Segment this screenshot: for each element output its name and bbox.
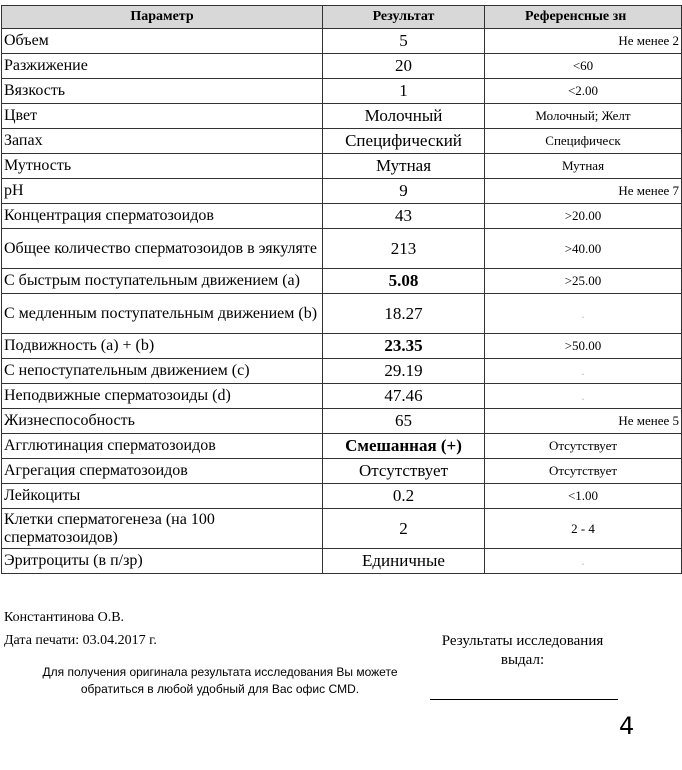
reference-cell: Мутная: [485, 154, 682, 179]
result-cell: 213: [323, 229, 485, 269]
result-cell: Молочный: [323, 104, 485, 129]
result-cell: 20: [323, 54, 485, 79]
reference-cell: Молочный; Желт: [485, 104, 682, 129]
table-row: [2, 359, 682, 384]
reference-cell: 2 - 4: [485, 509, 682, 549]
param-cell: С быстрым поступательным движением (a): [2, 269, 323, 294]
results-table: [1, 5, 682, 574]
param-cell: pH: [2, 179, 323, 204]
result-cell: 29.19: [323, 359, 485, 384]
table-row: [2, 104, 682, 129]
reference-cell: Не менее 7: [485, 179, 682, 204]
corner-mark: 4: [619, 712, 635, 740]
table-row: [2, 54, 682, 79]
result-cell: 23.35: [323, 334, 485, 359]
param-cell: Мутность: [2, 154, 323, 179]
result-cell: 5: [323, 29, 485, 54]
table-row: [2, 484, 682, 509]
table-row: [2, 384, 682, 409]
result-cell: 18.27: [323, 294, 485, 334]
param-cell: Агглютинация сперматозоидов: [2, 434, 323, 459]
table-row: [2, 29, 682, 54]
header-result: Результат: [323, 6, 485, 29]
table-row: [2, 549, 682, 574]
result-cell: 2: [323, 509, 485, 549]
param-cell: С непоступательным движением (c): [2, 359, 323, 384]
param-cell: Агрегация сперматозоидов: [2, 459, 323, 484]
param-cell: Общее количество сперматозоидов в эякуляте: [2, 229, 323, 269]
param-cell: Разжижение: [2, 54, 323, 79]
table-row: [2, 294, 682, 334]
param-cell: Жизнеспособность: [2, 409, 323, 434]
param-cell: Лейкоциты: [2, 484, 323, 509]
table-row: [2, 154, 682, 179]
result-cell: 5.08: [323, 269, 485, 294]
result-cell: 0.2: [323, 484, 485, 509]
reference-cell: .: [485, 359, 682, 384]
reference-cell: Отсутствует: [485, 459, 682, 484]
table-row: [2, 509, 682, 549]
table-row: [2, 269, 682, 294]
reference-cell: Специфическ: [485, 129, 682, 154]
param-cell: Неподвижные сперматозоиды (d): [2, 384, 323, 409]
result-cell: 47.46: [323, 384, 485, 409]
header-reference: Референсные зн: [485, 6, 682, 29]
reference-cell: >40.00: [485, 229, 682, 269]
result-cell: 65: [323, 409, 485, 434]
table-row: [2, 409, 682, 434]
reference-cell: >50.00: [485, 334, 682, 359]
param-cell: Объем: [2, 29, 323, 54]
header-param: Параметр: [2, 6, 323, 29]
table-row: [2, 204, 682, 229]
issued-by-label: Результаты исследования выдал:: [441, 633, 604, 668]
original-note: Для получения оригинала результата исследования Вы можете обратиться в любой удобный для Вас офис CMD.: [42, 665, 398, 696]
result-cell: Мутная: [323, 154, 485, 179]
result-cell: 1: [323, 79, 485, 104]
reference-cell: >25.00: [485, 269, 682, 294]
param-cell: С медленным поступательным движением (b): [2, 294, 323, 334]
table-header-row: [2, 6, 682, 29]
param-cell: Вязкость: [2, 79, 323, 104]
table-row: [2, 334, 682, 359]
reference-cell: <2.00: [485, 79, 682, 104]
table-row: [2, 79, 682, 104]
result-cell: Отсутствует: [323, 459, 485, 484]
result-cell: Специфический: [323, 129, 485, 154]
doctor-name: Константинова О.В.: [4, 610, 125, 625]
param-cell: Эритроциты (в п/зр): [2, 549, 323, 574]
signature-line: [430, 699, 618, 700]
reference-cell: Не менее 5: [485, 409, 682, 434]
reference-cell: <1.00: [485, 484, 682, 509]
result-cell: Смешанная (+): [323, 434, 485, 459]
param-cell: Клетки сперматогенеза (на 100 сперматозоидов): [2, 509, 323, 549]
table-row: [2, 434, 682, 459]
result-cell: 9: [323, 179, 485, 204]
reference-cell: Не менее 2: [485, 29, 682, 54]
table-row: [2, 459, 682, 484]
param-cell: Цвет: [2, 104, 323, 129]
result-cell: 43: [323, 204, 485, 229]
reference-cell: .: [485, 294, 682, 334]
table-row: [2, 129, 682, 154]
reference-cell: .: [485, 549, 682, 574]
result-cell: Единичные: [323, 549, 485, 574]
param-cell: Запах: [2, 129, 323, 154]
reference-cell: >20.00: [485, 204, 682, 229]
param-cell: Концентрация сперматозоидов: [2, 204, 323, 229]
print-date: Дата печати: 03.04.2017 г.: [4, 633, 157, 648]
reference-cell: <60: [485, 54, 682, 79]
table-row: [2, 179, 682, 204]
reference-cell: Отсутствует: [485, 434, 682, 459]
reference-cell: .: [485, 384, 682, 409]
param-cell: Подвижность (a) + (b): [2, 334, 323, 359]
table-row: [2, 229, 682, 269]
